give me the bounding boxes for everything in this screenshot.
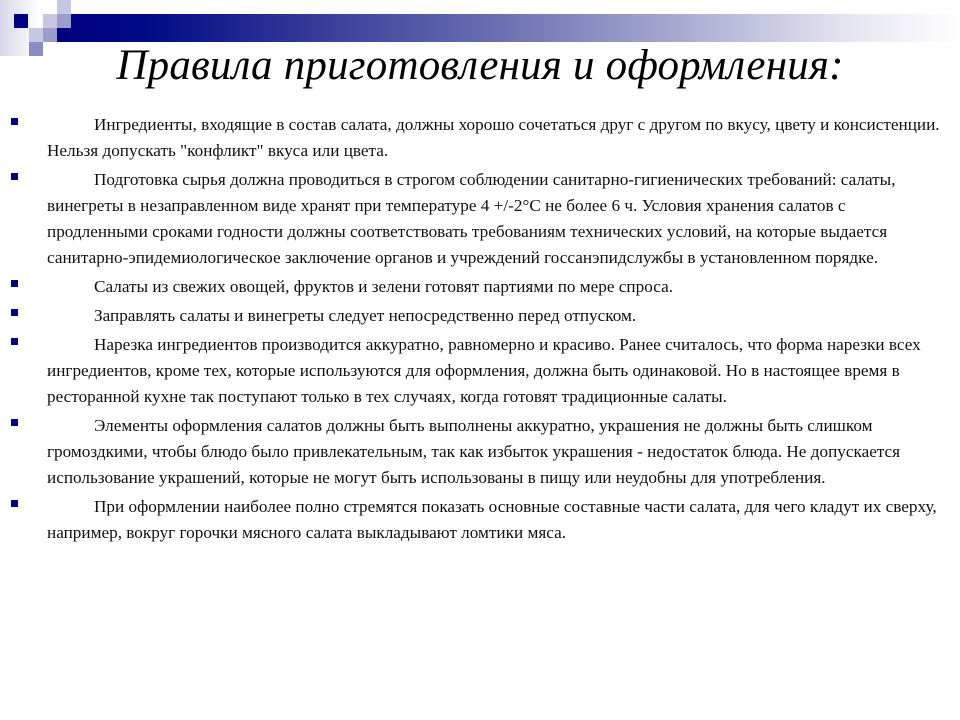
decorative-square (43, 14, 57, 28)
list-item (47, 494, 947, 546)
list-item-text: Заправлять салаты и винегреты следует непосредственно перед отпуском. (94, 306, 637, 325)
list-item (47, 413, 947, 491)
list-item (47, 332, 947, 410)
list-item-text: Нарезка ингредиентов производится аккуратно, равномерно и красиво. Ранее считалось, что форма нарезки всех ингредиентов, кроме тех, которые используются для оформления, должна быть одинаковой. Но в настоящее время в ресторанной кухне так поступают только в тех случаях, когда готовят традиционные салаты. (47, 335, 921, 406)
list-item-text: Элементы оформления салатов должны быть выполнены аккуратно, украшения не должны быть слишком громоздкими, чтобы блюдо было привлекательным, так как избыток украшения - недостаток блюда. Не допускается использование украшений, которые не могут быть использованы в пищу или неудобны для употребления. (47, 416, 901, 487)
square-bullet-icon (11, 309, 18, 316)
square-bullet-icon (11, 500, 18, 507)
list-item (47, 167, 947, 271)
square-bullet-icon (11, 280, 18, 287)
list-item (47, 303, 947, 329)
square-bullet-icon (11, 419, 18, 426)
square-bullet-icon (11, 118, 18, 125)
decorative-square (14, 14, 28, 28)
square-bullet-icon (11, 338, 18, 345)
square-bullet-icon (11, 173, 18, 180)
list-item (47, 112, 947, 164)
list-item-text: При оформлении наиболее полно стремятся показать основные составные части салата, для чего кладут их сверху, например, вокруг горочки мясного салата выкладывают ломтики мяса. (47, 497, 937, 542)
list-item-text: Салаты из свежих овощей, фруктов и зелени готовят партиями по мере спроса. (94, 277, 674, 296)
slide-title: Правила приготовления и оформления: (116, 42, 844, 89)
decorative-square (57, 0, 71, 14)
decorative-square (57, 14, 71, 28)
bullet-list (47, 112, 947, 549)
list-item-text: Подготовка сырья должна проводиться в строгом соблюдении санитарно-гигиенических требований: салаты, винегреты в незаправленном виде хранят при температуре 4 +/-2°С не более 6 ч. Условия хранения салатов с продленными сроками годности должны соответствовать требованиям технических условий, на которые выдается санитарно-эпидемиологическое заключение органов и учреждений госсанэпидслужбы в установленном порядке. (47, 170, 896, 267)
list-item (47, 274, 947, 300)
list-item-text: Ингредиенты, входящие в состав салата, должны хорошо сочетаться друг с другом по вкусу, цвету и консистенции. Нельзя допускать "конфликт" вкуса или цвета. (47, 115, 940, 160)
